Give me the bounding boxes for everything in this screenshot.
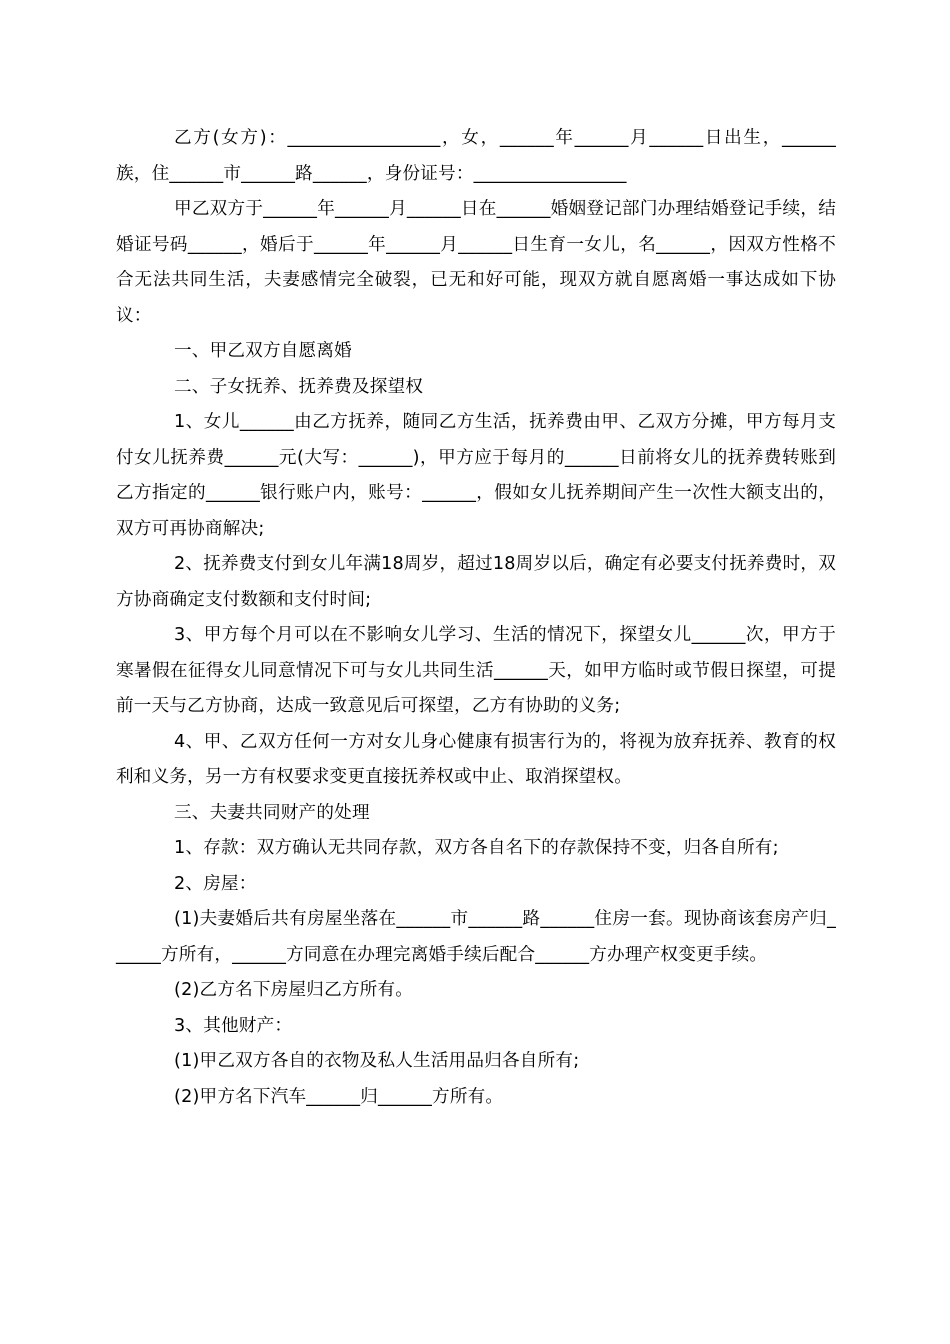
clause-personal-items: (1)甲乙双方各自的衣物及私人生活用品归各自所有; [174, 1051, 580, 1071]
clause-joint-house: (1)夫妻婚后共有房屋坐落在______市______路______住房一套。现协商该套房产归______方所有，______方同意在办理完离婚手续后配合______方办理产权变更手续。 [116, 909, 836, 965]
clause-car: (2)甲方名下汽车______归______方所有。 [174, 1086, 504, 1107]
clause-visitation: 3、甲方每个月可以在不影响女儿学习、生活的情况下，探望女儿______次，甲方于寒暑假在征得女儿同意情况下可与女儿共同生活______天，如甲方临时或节假日探望，可提前一天与乙方协商，达成一致意见后可探望，乙方有协助的义务; [116, 625, 836, 716]
heading-voluntary-divorce: 一、甲乙双方自愿离婚 [174, 341, 352, 361]
clause-rights-forfeit: 4、甲、乙双方任何一方对女儿身心健康有损害行为的，将视为放弃抚养、教育的权利和义务，另一方有权要求变更直接抚养权或中止、取消探望权。 [116, 731, 836, 787]
heading-joint-property: 三、夫妻共同财产的处理 [174, 802, 370, 823]
clause-support-duration: 2、抚养费支付到女儿年满18周岁，超过18周岁以后，确定有必要支付抚养费时，双方协商确定支付数额和支付时间; [116, 554, 836, 610]
clause-child-support: 1、女儿______由乙方抚养，随同乙方生活，抚养费由甲、乙双方分摊，甲方每月支付女儿抚养费______元(大写：______)，甲方应于每月的______日前将女儿的抚养费转账到乙方指定的______银行账户内，账号：______，假如女儿抚养期间产生一次性大额支出的，双方可再协商解决; [116, 412, 836, 539]
paragraph-party-b-info: 乙方(女方)：_________________，女，______年______月______日出生，______族，住______市______路______，身份证号：_________________ [116, 128, 836, 184]
heading-child-custody: 二、子女抚养、抚养费及探望权 [174, 376, 424, 397]
paragraph-marriage-info: 甲乙双方于______年______月______日在______婚姻登记部门办理结婚登记手续，结婚证号码______，婚后于______年______月______日生育一女儿，名______，因双方性格不合无法共同生活，夫妻感情完全破裂，已无和好可能，现双方就自愿离婚一事达成如下协议： [116, 199, 836, 326]
clause-housing-heading: 2、房屋： [174, 873, 257, 894]
clause-party-b-house: (2)乙方名下房屋归乙方所有。 [174, 980, 414, 1000]
document-body [116, 121, 836, 1115]
clause-other-property-heading: 3、其他财产： [174, 1015, 293, 1036]
clause-deposits: 1、存款：双方确认无共同存款，双方各自名下的存款保持不变，归各自所有; [174, 838, 779, 858]
